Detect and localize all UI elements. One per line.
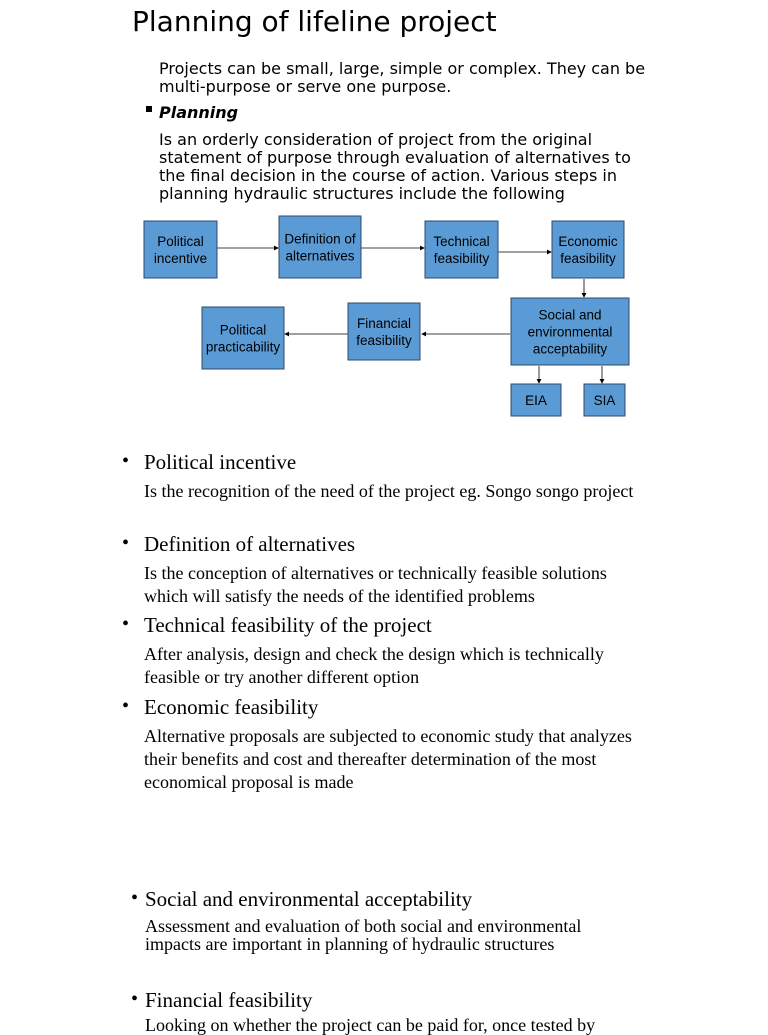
item-description: Is the conception of alternatives or technically feasible solutions which will satisfy the needs of the identified problems: [144, 563, 607, 606]
node-box: [425, 221, 498, 278]
node-box: [144, 221, 217, 278]
node-box: [279, 216, 361, 278]
node-label: feasibility: [560, 251, 616, 266]
node-label: acceptability: [532, 341, 608, 357]
item-description: Is the recognition of the need of the project eg. Songo songo project: [144, 481, 634, 501]
planning-heading: Planning: [159, 103, 239, 122]
item-heading: Social and environmental acceptability: [145, 887, 473, 911]
bullet-icon: •: [122, 613, 130, 635]
node-label: feasibility: [433, 251, 490, 266]
planning-paragraph: Is an orderly consideration of project from the original statement of purpose through evaluation of alternatives to the final decision in the course of action. Various steps in planning hydraulic structures include the following: [159, 130, 631, 203]
node-label: Definition of: [284, 231, 356, 247]
node-political-incentive: [144, 221, 217, 278]
bullet-icon: •: [122, 450, 130, 472]
page-title: Planning of lifeline project: [132, 5, 497, 38]
item-heading: Economic feasibility: [144, 695, 319, 719]
node-label: practicability: [205, 339, 281, 355]
node-box: [348, 303, 420, 360]
node-financial-feasibility: [348, 303, 420, 360]
node-label: feasibility: [356, 333, 412, 348]
node-economic-feasibility: [552, 221, 624, 278]
item-heading: Technical feasibility of the project: [144, 613, 432, 637]
item-heading: Definition of alternatives: [144, 532, 356, 556]
node-box: [552, 221, 624, 278]
node-definition-alternatives: [279, 216, 361, 278]
node-label: incentive: [153, 251, 208, 266]
node-eia: [511, 384, 561, 416]
node-label: Political: [219, 322, 267, 338]
bullet-icon: •: [122, 695, 130, 717]
item-description: Alternative proposals are subjected to economic study that analyzes their benefits and cost and thereafter determination of the most economical proposal is made: [144, 726, 632, 792]
node-label: Economic: [558, 234, 618, 249]
item-heading: Political incentive: [144, 450, 297, 474]
node-label: Technical: [433, 234, 490, 249]
node-technical-feasibility: [425, 221, 498, 278]
item-heading: Financial feasibility: [145, 988, 313, 1012]
node-label: EIA: [525, 393, 547, 408]
intro-paragraph: Projects can be small, large, simple or complex. They can be multi-purpose or serve one purpose.: [159, 59, 646, 96]
node-label: Financial: [356, 316, 412, 331]
node-sia: [584, 384, 625, 416]
node-label: environmental: [527, 324, 613, 340]
planning-flow-diagram: [0, 0, 768, 430]
node-box: [202, 307, 284, 369]
node-label: alternatives: [285, 248, 355, 264]
node-label: Political: [157, 234, 204, 249]
node-social-environmental: [511, 298, 629, 365]
bullet-icon: •: [131, 887, 139, 909]
node-political-practicability: [202, 307, 284, 369]
bullet-icon: •: [122, 532, 130, 554]
item-description: After analysis, design and check the design which is technically feasible or try another different option: [144, 644, 604, 687]
item-description: Looking on whether the project can be paid for, once tested by: [145, 1015, 596, 1035]
node-label: Social and: [538, 307, 602, 323]
item-description: Assessment and evaluation of both social and environmental impacts are important in planning of hydraulic structures: [145, 916, 582, 954]
bullet-icon: •: [131, 988, 139, 1010]
node-label: SIA: [593, 393, 616, 408]
